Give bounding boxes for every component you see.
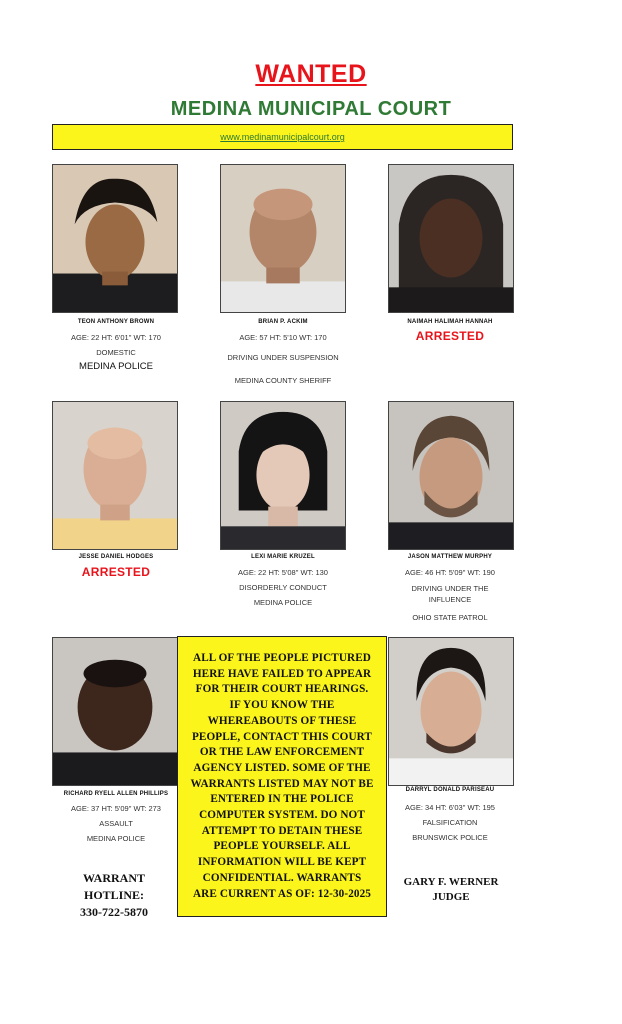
mugshot-photo: [388, 637, 514, 786]
court-name: MEDINA MUNICIPAL COURT: [170, 98, 452, 120]
mugshot-photo: [52, 164, 178, 313]
notice-line: COMPUTER SYSTEM. DO NOT: [199, 809, 365, 822]
person-name: LEXI MARIE KRUZEL: [251, 554, 315, 560]
person-stats: AGE: 34 HT: 6'03" WT: 195: [405, 803, 495, 812]
hotline-label: WARRANT: [82, 871, 145, 885]
notice-line: INFORMATION WILL BE KEPT: [197, 856, 367, 869]
person-name: JESSE DANIEL HODGES: [78, 554, 154, 560]
person-offense: DRIVING UNDER THE: [411, 584, 489, 593]
person-agency: MEDINA POLICE: [79, 361, 153, 372]
person-name: BRIAN P. ACKIM: [258, 319, 308, 325]
mugshot-photo: [220, 164, 346, 313]
person-offense: DRIVING UNDER SUSPENSION: [227, 353, 339, 362]
judge-signature-block: [366, 875, 536, 905]
notice-line: ARE CURRENT AS OF: 12-30-2025: [193, 887, 371, 900]
court-website-link[interactable]: www.medinamunicipalcourt.org: [220, 132, 345, 142]
notice-line: PEOPLE, CONTACT THIS COURT: [192, 730, 372, 743]
notice-line: WARRANTS LISTED MAY NOT BE: [190, 777, 374, 790]
notice-line: ATTEMPT TO DETAIN THESE: [201, 824, 363, 837]
person-stats: AGE: 57 HT: 5'10 WT: 170: [239, 333, 327, 342]
person-agency: MEDINA POLICE: [86, 834, 146, 843]
notice-line: HERE HAVE FAILED TO APPEAR: [192, 667, 372, 680]
mugshot-photo: [388, 401, 514, 550]
person-name: DARRYL DONALD PARISEAU: [405, 787, 495, 793]
hotline-phone: 330-722-5870: [80, 905, 148, 919]
person-agency: MEDINA POLICE: [253, 598, 313, 607]
person-offense: ASSAULT: [99, 819, 133, 828]
person-offense: INFLUENCE: [428, 595, 472, 604]
notice-line: OR THE LAW ENFORCEMENT: [199, 746, 365, 759]
status-badge: ARRESTED: [415, 329, 485, 343]
judge-title: JUDGE: [432, 891, 470, 903]
status-badge: ARRESTED: [81, 565, 151, 579]
person-offense: FALSIFICATION: [422, 818, 478, 827]
warrant-notice: [177, 636, 387, 917]
hotline-label: HOTLINE:: [83, 888, 144, 902]
notice-line: ALL OF THE PEOPLE PICTURED: [193, 652, 371, 664]
warrant-hotline: [34, 870, 194, 921]
person-stats: AGE: 37 HT: 5'09" WT: 273: [71, 804, 161, 813]
person-agency: MEDINA COUNTY SHERIFF: [234, 376, 332, 385]
notice-line: ENTERED IN THE POLICE: [210, 793, 354, 806]
person-agency: BRUNSWICK POLICE: [412, 833, 488, 842]
notice-line: AGENCY LISTED. SOME OF THE: [193, 761, 371, 774]
person-stats: AGE: 22 HT: 5'08" WT: 130: [238, 568, 328, 577]
mugshot-photo: [52, 401, 178, 550]
mugshot-photo: [220, 401, 346, 550]
mugshot-photo: [388, 164, 514, 313]
person-name: RICHARD RYELL ALLEN PHILLIPS: [63, 791, 169, 797]
person-offense: DOMESTIC: [96, 348, 136, 357]
notice-line: CONFIDENTIAL. WARRANTS: [202, 871, 362, 884]
mugshot-photo: [52, 637, 178, 786]
person-stats: AGE: 46 HT: 5'09" WT: 190: [405, 568, 495, 577]
notice-line: WHEREABOUTS OF THESE: [207, 714, 357, 727]
person-name: NAIMAH HALIMAH HANNAH: [407, 319, 493, 325]
notice-line: PEOPLE YOURSELF. ALL: [213, 840, 351, 853]
person-name: JASON MATTHEW MURPHY: [407, 554, 493, 560]
judge-name: GARY F. WERNER: [403, 876, 499, 888]
person-name: TEON ANTHONY BROWN: [77, 319, 155, 325]
person-offense: DISORDERLY CONDUCT: [239, 583, 327, 592]
notice-line: IF YOU KNOW THE: [229, 699, 335, 712]
person-stats: AGE: 22 HT: 6'01" WT: 170: [71, 333, 161, 342]
page-title: WANTED: [255, 60, 367, 88]
notice-line: FOR THEIR COURT HEARINGS.: [195, 683, 369, 696]
person-agency: OHIO STATE PATROL: [412, 613, 488, 622]
url-banner: [52, 124, 513, 150]
